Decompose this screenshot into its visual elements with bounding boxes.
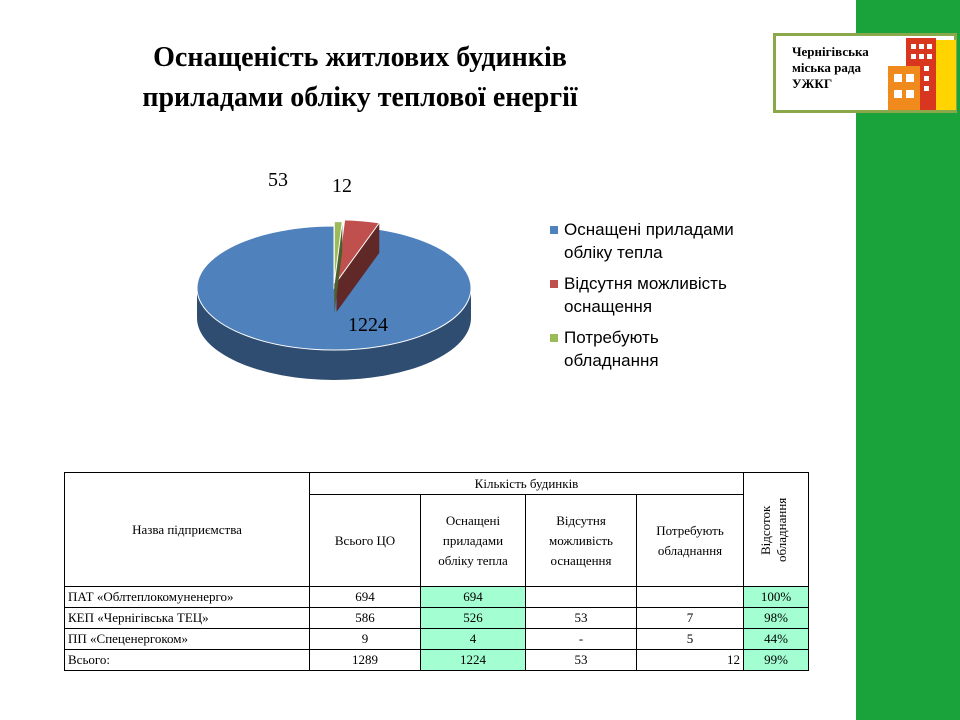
data-label-no-possibility: 53 (268, 169, 288, 191)
cell-need (637, 587, 744, 608)
header-need: Потребують обладнання (637, 495, 744, 587)
cell-percent: 99% (744, 650, 809, 671)
header-percent-text: Відсоток обладнання (758, 497, 789, 562)
cell-name: ПАТ «Облтеплокомуненерго» (65, 587, 310, 608)
legend-label: Потребують (564, 328, 659, 347)
cell-total: 586 (310, 608, 421, 629)
cell-percent: 100% (744, 587, 809, 608)
title-line-2: приладами обліку теплової енергії (142, 82, 578, 113)
title-line-1: Оснащеність житлових будинків (153, 42, 567, 73)
legend-label: Відсутня можливість (564, 274, 727, 293)
cell-no-possibility: 53 (526, 650, 637, 671)
legend-label: обліку тепла (564, 243, 663, 262)
cell-need: 5 (637, 629, 744, 650)
header-name: Назва підприємства (65, 473, 310, 587)
legend-swatch-red (550, 280, 558, 288)
data-label-equipped: 1224 (348, 314, 388, 336)
header-count-group: Кількість будинків (310, 473, 744, 495)
table-row (65, 587, 809, 608)
logo-line-3: УЖКГ (792, 76, 833, 91)
header-percent (744, 473, 809, 587)
legend-label: оснащення (564, 297, 653, 316)
cell-need: 7 (637, 608, 744, 629)
legend-label: обладнання (564, 351, 659, 370)
cell-no-possibility (526, 587, 637, 608)
chart-legend (550, 218, 794, 380)
header-no-possibility: Відсутня можливість оснащення (526, 495, 637, 587)
legend-item-need (550, 326, 794, 372)
cell-total: 9 (310, 629, 421, 650)
header-total: Всього ЦО (310, 495, 421, 587)
legend-item-no-possibility (550, 272, 794, 318)
logo-line-1: Чернігівська (792, 44, 869, 59)
legend-swatch-blue (550, 226, 558, 234)
cell-name: Всього: (65, 650, 310, 671)
cell-name: КЕП «Чернігівська ТЕЦ» (65, 608, 310, 629)
cell-total: 1289 (310, 650, 421, 671)
cell-equipped: 1224 (421, 650, 526, 671)
data-label-need: 12 (332, 175, 352, 197)
cell-percent: 44% (744, 629, 809, 650)
cell-need: 12 (637, 650, 744, 671)
cell-equipped: 526 (421, 608, 526, 629)
cell-equipped: 4 (421, 629, 526, 650)
legend-label: Оснащені приладами (564, 220, 734, 239)
cell-name: ПП «Спеценергоком» (65, 629, 310, 650)
cell-equipped: 694 (421, 587, 526, 608)
table-row (65, 608, 809, 629)
cell-percent: 98% (744, 608, 809, 629)
logo-line-2: міська рада (792, 60, 861, 75)
table-row-totals (65, 650, 809, 671)
cell-no-possibility: 53 (526, 608, 637, 629)
data-table (64, 472, 809, 671)
legend-swatch-green (550, 334, 558, 342)
table-row (65, 629, 809, 650)
cell-total: 694 (310, 587, 421, 608)
cell-no-possibility: - (526, 629, 637, 650)
header-equipped: Оснащені приладами обліку тепла (421, 495, 526, 587)
legend-item-equipped (550, 218, 794, 264)
